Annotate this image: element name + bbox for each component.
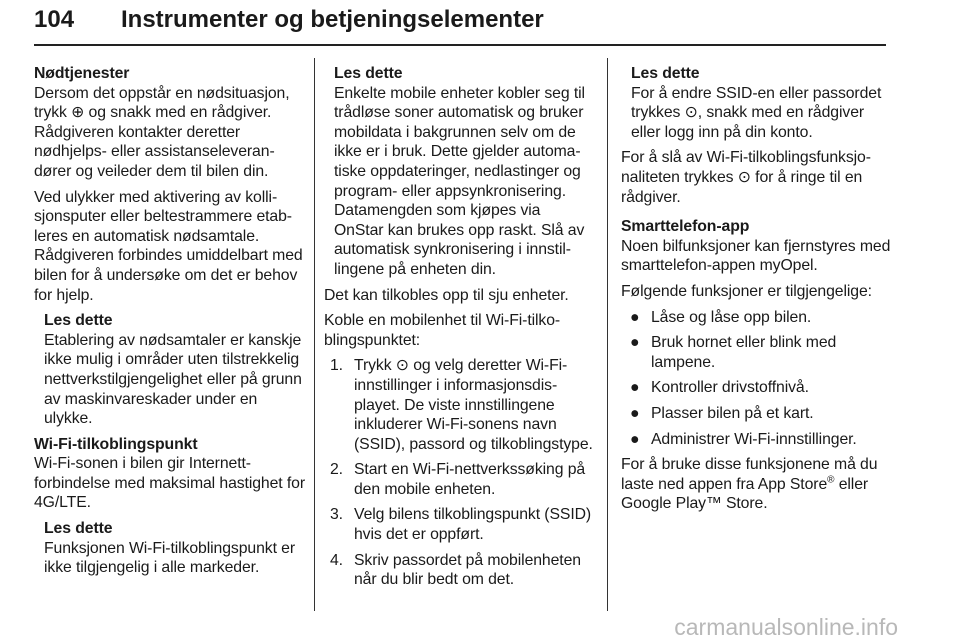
paragraph: Det kan tilkobles opp til sju enheter. (324, 286, 569, 304)
list-item (324, 356, 594, 454)
list-item (621, 378, 891, 398)
column-3 (621, 64, 891, 520)
step-text: Velg bilens tilkoblingspunkt (SSID) hvis det er oppført. (354, 506, 592, 544)
step-number: 1. (330, 357, 343, 375)
step-number: 4. (330, 551, 343, 569)
paragraph (621, 455, 891, 514)
note-text: Enkelte mobile enheter kobler seg til trådløse soner automatisk og bruker mobildata i bakgrunnen selv om de ikke er i bruk. Dette gjelder automatiske oppdateringer, nedlastinger og program- eller appsynkronisering. Datamengden som kjøpes via OnStar kan brukes opp raskt. Slå av automatisk synkronisering i innstillingene på enheten din. (334, 84, 585, 278)
column-1 (34, 64, 306, 584)
list-item (324, 460, 594, 499)
column-divider-1 (314, 58, 315, 611)
list-item (324, 505, 594, 544)
bullet-icon: ● (630, 308, 640, 326)
list-item (621, 404, 891, 424)
final-text-b: eller Google Play™ Store. (621, 475, 869, 513)
column-divider-2 (607, 58, 608, 611)
bullet-icon: ● (630, 379, 640, 397)
note-text: For å endre SSID-en eller passordet trykkes ⊙, snakk med en rådgiver eller logg inn på din konto. (631, 84, 882, 141)
section-heading-emergency: Nødtjenester (34, 65, 130, 82)
list-item (621, 308, 891, 328)
step-number: 2. (330, 461, 343, 479)
bullet-text: Låse og låse opp bilen. (651, 308, 812, 326)
section-heading-wifi: Wi-Fi-tilkoblingspunkt (34, 435, 198, 453)
column-2 (324, 64, 594, 596)
note-box (621, 64, 891, 142)
step-text: Skriv passordet på mobilenheten når du blir bedt om det. (354, 551, 581, 589)
list-item (324, 551, 594, 590)
note-box (34, 519, 306, 578)
paragraph: Ved ulykker med aktivering av kollisjonsputer eller beltestrammere etableres en automatisk nødsamtale. Rådgiveren forbindes umiddelbart med bilen for å undersøke om det er behov for hjelp. (34, 188, 303, 304)
bullet-icon: ● (630, 404, 640, 422)
note-box (324, 64, 594, 280)
page-title: Instrumenter og betjeningselementer (121, 6, 544, 33)
paragraph: Wi-Fi-sonen i bilen gir Internettforbindelse med maksimal hastighet for 4G/LTE. (34, 455, 306, 512)
note-text: Funksjonen Wi-Fi-tilkoblingspunkt er ikke tilgjengelig i alle markeder. (44, 539, 296, 577)
registered-mark: ® (827, 474, 835, 486)
paragraph: Dersom det oppstår en nødsituasjon, trykk ⊕ og snakk med en rådgiver. Rådgiveren kontakter deretter nødhjelps- eller assistanseleverandører og veileder dem til bilen din. (34, 84, 290, 180)
header-rule (34, 44, 886, 46)
section-heading-app: Smarttelefon-app (621, 218, 750, 236)
step-text: Start en Wi-Fi-nettverkssøking på den mobile enheten. (354, 461, 586, 498)
functions-list (621, 308, 891, 450)
paragraph: Følgende funksjoner er tilgjengelige: (621, 282, 872, 300)
paragraph: For å slå av Wi-Fi-tilkoblingsfunksjonaliteten trykkes ⊙ for å ringe til en rådgiver. (621, 149, 871, 206)
bullet-icon: ● (630, 430, 640, 448)
step-number: 3. (330, 506, 343, 524)
bullet-text: Kontroller drivstoffnivå. (651, 379, 809, 397)
steps-list (324, 356, 594, 590)
note-box (34, 311, 306, 429)
note-title: Les dette (334, 65, 403, 82)
step-text: Trykk ⊙ og velg deretter Wi-Fi-innstillinger i informasjonsdisplayet. De viste innstillingene inkluderer Wi-Fi-sonens navn (SSID), passord og tilkoblingstype. (354, 357, 593, 453)
list-item (621, 333, 891, 372)
watermark: carmanualsonline.info (674, 614, 898, 640)
bullet-icon: ● (630, 334, 640, 352)
note-title: Les dette (44, 312, 113, 330)
bullet-text: Bruk hornet eller blink med lampene. (651, 334, 837, 371)
list-item (621, 430, 891, 450)
note-title: Les dette (44, 520, 113, 538)
paragraph: Noen bilfunksjoner kan fjernstyres med smarttelefon-appen myOpel. (621, 237, 891, 275)
note-title: Les dette (631, 65, 700, 82)
note-text: Etablering av nødsamtaler er kanskje ikke mulig i områder uten tilstrekkelig nettverkstilgjengelighet eller på grunn av maskinvareskader under en ulykke. (44, 331, 302, 428)
page-number: 104 (34, 6, 75, 33)
bullet-text: Plasser bilen på et kart. (651, 404, 814, 422)
paragraph: Koble en mobilenhet til Wi-Fi-tilkoblingspunktet: (324, 312, 561, 349)
bullet-text: Administrer Wi-Fi-innstillinger. (651, 430, 857, 448)
final-text-a: For å bruke disse funksjonene må du laste ned appen fra App Store (621, 456, 878, 493)
